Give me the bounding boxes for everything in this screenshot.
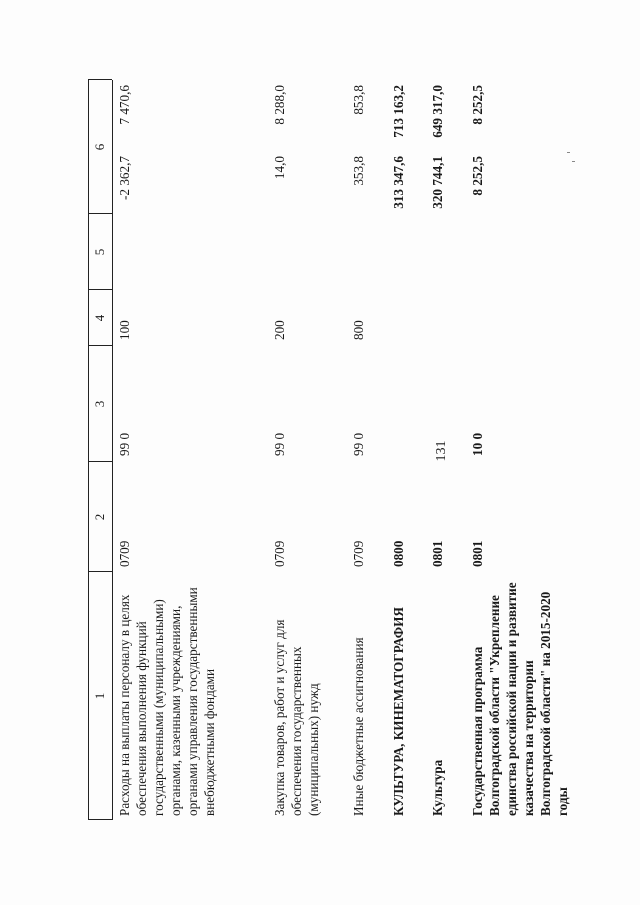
- budget-table: [88, 80, 628, 820]
- header-col-3: 3: [92, 400, 107, 408]
- row-value-5: 320 744,1: [430, 156, 445, 209]
- row-name: Иные бюджетные ассигнования: [351, 637, 366, 816]
- row-value-5: 353,8: [351, 156, 366, 186]
- row-section-code: 0801: [430, 540, 445, 567]
- header-col-4: 4: [92, 314, 107, 322]
- row-value-5: 14,0: [272, 156, 287, 180]
- row-value-6: 8 288,0: [272, 85, 287, 125]
- row-value-5: 313 347,6: [391, 156, 406, 209]
- row-target-code: 99 0: [117, 432, 132, 456]
- row-target-code: 99 0: [272, 432, 287, 456]
- row-section-code: 0801: [470, 540, 485, 567]
- row-name: Государственная программа Волгоградской области "Укрепление единства российской нации и развитие казачества на территории Волгоградской области" на 2015-2020 годы: [470, 582, 570, 816]
- row-name: Закупка товаров, работ и услуг для обеспечения государственных (муниципальных) нужд: [272, 619, 321, 816]
- page-number: 131: [434, 440, 449, 462]
- row-value-6: 853,8: [351, 85, 366, 115]
- row-value-6: 649 317,0: [430, 85, 445, 138]
- row-value-6: 8 252,5: [470, 85, 485, 125]
- row-section-code: 0800: [391, 540, 406, 567]
- row-value-6: 7 470,6: [117, 85, 132, 125]
- row-value-5: -2 362,7: [117, 156, 132, 200]
- row-expense-type: 100: [117, 320, 132, 340]
- row-section-code: 0709: [351, 540, 366, 567]
- row-name: Культура: [430, 759, 445, 816]
- row-target-code: 99 0: [351, 432, 366, 456]
- scan-speck: [567, 152, 570, 153]
- row-name: Расходы на выплаты персоналу в целях обеспечения выполнения функций государственными (муниципальными) органами, казенными учреждениями, органами управления государственными внебюджетными фондами: [117, 587, 217, 816]
- row-section-code: 0709: [272, 540, 287, 567]
- row-expense-type: 200: [272, 320, 287, 340]
- header-col-2: 2: [92, 513, 107, 521]
- scan-speck: [572, 161, 575, 162]
- row-value-5: 8 252,5: [470, 156, 485, 196]
- header-bottom-border: [112, 80, 113, 820]
- header-col-5: 5: [92, 248, 107, 256]
- row-expense-type: 800: [351, 320, 366, 340]
- header-col-6: 6: [92, 143, 107, 151]
- row-target-code: 10 0: [470, 432, 485, 456]
- header-col-1: 1: [92, 692, 107, 700]
- row-name: КУЛЬТУРА, КИНЕМАТОГРАФИЯ: [391, 607, 406, 816]
- row-section-code: 0709: [117, 540, 132, 567]
- row-value-6: 713 163,2: [391, 85, 406, 138]
